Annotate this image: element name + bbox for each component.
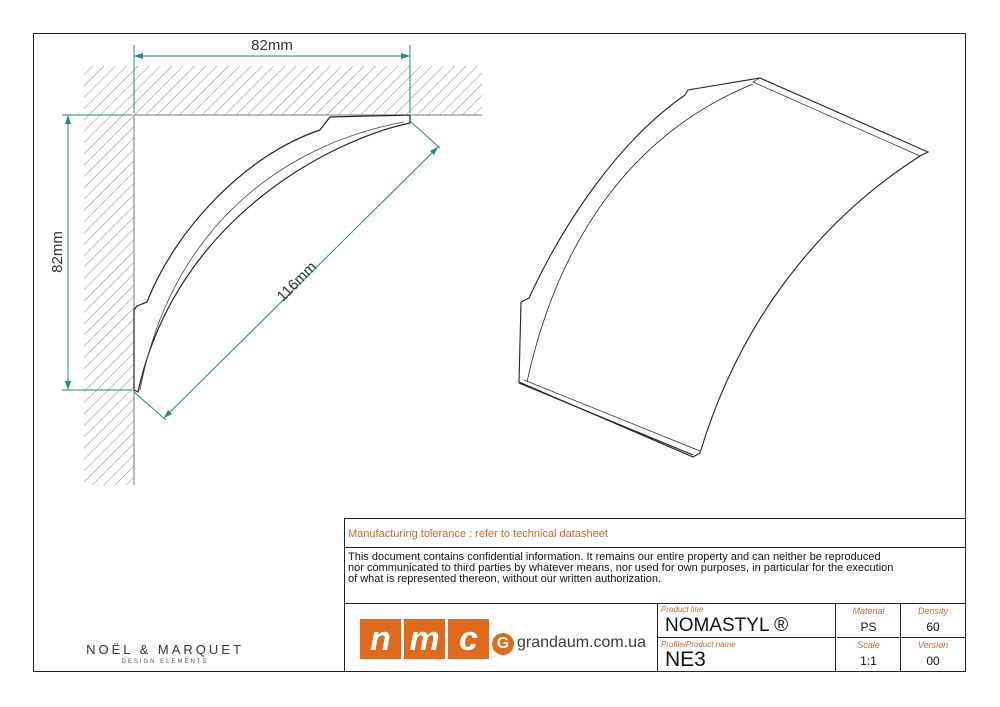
profile-section [134, 115, 410, 392]
density-label: Density [917, 606, 948, 616]
product-cell [658, 604, 836, 672]
version-value: 00 [926, 654, 940, 668]
product-line-label: Product line [661, 605, 704, 614]
scale-value: 1:1 [860, 654, 877, 668]
diagonal-dimension-label: 116mm [273, 258, 321, 306]
nmc-letter: c [448, 619, 489, 659]
brand-logo [60, 642, 270, 665]
width-dimension-label: 82mm [251, 37, 293, 54]
nmc-letter: m [404, 619, 445, 659]
confidentiality-notice [348, 552, 960, 585]
product-name-value: NE3 [665, 648, 706, 671]
product-name-cell [658, 639, 836, 672]
version-label: Version [917, 640, 949, 650]
ceiling-hatch [84, 66, 482, 115]
tolerance-row [345, 519, 965, 548]
brand-subtitle: DESIGN ELEMENTS [121, 659, 209, 665]
logo-cell [345, 604, 658, 672]
confidentiality-row [345, 548, 965, 604]
product-line-cell [658, 604, 836, 638]
profile-3d-view [519, 78, 928, 457]
height-dimension-label: 82mm [49, 231, 66, 273]
density-value: 60 [926, 620, 940, 634]
product-line-value: NOMASTYL ® [665, 615, 789, 636]
website-g-icon: G [492, 633, 514, 655]
nmc-letter: n [360, 619, 401, 659]
brand-name: NOËL & MARQUET [86, 642, 244, 657]
scale-cell [837, 638, 901, 672]
version-cell [901, 638, 965, 672]
product-name-label: Profile/Product name [661, 640, 736, 649]
wall-hatch [84, 115, 134, 485]
scale-label: Scale [857, 640, 880, 650]
material-label: Material [852, 606, 885, 616]
website-text: grandaum.com.ua [517, 634, 646, 651]
confidentiality-line: of what is represented thereon, without our written authorization. [348, 573, 662, 585]
confidentiality-line: nor communicated to third parties by whatever means, nor used for own purposes, in particular for the execution [348, 562, 894, 574]
title-block [344, 518, 966, 672]
material-cell [837, 604, 901, 638]
density-cell [901, 604, 965, 638]
confidentiality-line: This document contains confidential information. It remains our entire property and can neither be reproduced [348, 551, 881, 563]
material-value: PS [860, 620, 877, 634]
tolerance-text: Manufacturing tolerance : refer to technical datasheet [348, 528, 608, 540]
